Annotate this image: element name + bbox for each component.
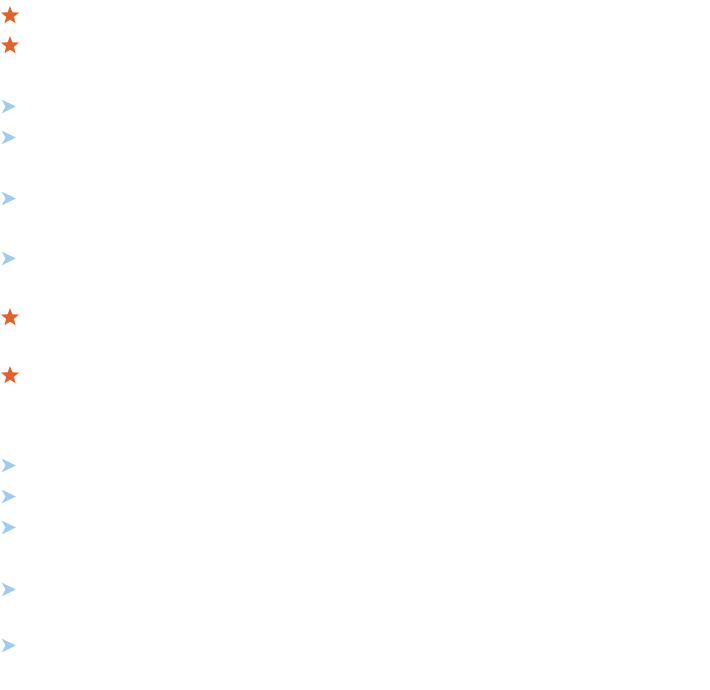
chevron-right-icon <box>0 189 20 209</box>
chevron-right-icon <box>0 456 20 476</box>
star-icon <box>0 365 20 385</box>
star-icon <box>0 5 20 25</box>
chevron-right-icon <box>0 128 20 148</box>
chevron-right-icon <box>0 636 20 656</box>
chevron-right-icon <box>0 249 20 269</box>
chevron-right-icon <box>0 580 20 600</box>
chevron-right-icon <box>0 518 20 538</box>
star-icon <box>0 307 20 327</box>
chevron-right-icon <box>0 487 20 507</box>
chevron-right-icon <box>0 97 20 117</box>
star-icon <box>0 35 20 55</box>
